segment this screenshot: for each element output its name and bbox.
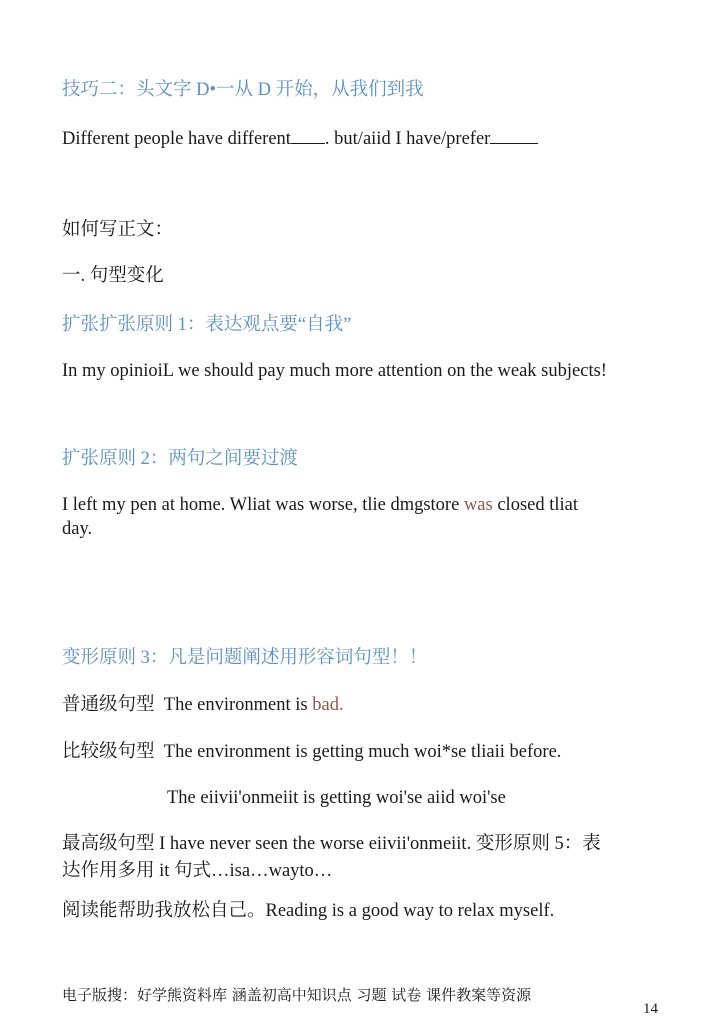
fill-blank-1 (291, 129, 325, 144)
comparative-degree-line (62, 741, 561, 763)
rule1-heading: 扩张扩张原则 1：表达观点要“自我” (62, 315, 352, 335)
rule2-example-was: was (463, 495, 493, 515)
rule2-heading: 扩张原则 2：两句之间要过渡 (62, 449, 298, 469)
tip2-sentence-part2: . but/aiid I have/prefer (324, 129, 491, 149)
tip2-sentence (62, 128, 538, 150)
superlative-line-2: 达作用多用 it 句式…isa…wayto… (62, 861, 333, 881)
page-number: 14 (643, 1001, 658, 1017)
positive-degree-line (62, 694, 344, 716)
rule3-heading: 变形原则 3：凡是问题阐述用形容词句型！！ (62, 648, 428, 668)
footer-text: 电子版搜：好学熊资料库 涵盖初高中知识点 习题 试卷 课件教案等资源 (62, 986, 532, 1004)
rule1-example: In my opinioiL we should pay much more attention on the weak subjects! (62, 361, 607, 381)
rule2-example-part2: closed tliat (492, 495, 579, 515)
rule2-example-line2: day. (62, 519, 93, 539)
positive-label: 普通级句型 (62, 695, 155, 715)
comparative-sentence: The environment is getting much woi*se tliaii before. (163, 742, 562, 762)
rule2-example-part1: I left my pen at home. Wliat was worse, tlie dmgstore (62, 495, 464, 515)
superlative-line-1: 最高级句型 I have never seen the worse eiivii'onmeiit. 变形原则 5：表 (62, 834, 601, 854)
comparative-alt-sentence: The eiivii'onmeiit is getting woi'se aiid woi'se (167, 788, 506, 808)
how-to-write-heading: 如何写正文： (62, 220, 174, 240)
rule2-example (62, 494, 578, 516)
comparative-label: 比较级句型 (62, 742, 155, 762)
tip2-heading: 技巧二：头文字 D•一从 D 开始，从我们到我 (62, 80, 424, 100)
fill-blank-2 (490, 129, 538, 144)
positive-sentence: The environment is (163, 695, 313, 715)
section-sentence-variation: 一. 句型变化 (62, 266, 164, 286)
tip2-sentence-part1: Different people have different (62, 129, 291, 149)
reading-sentence: 阅读能帮助我放松自己。Reading is a good way to relax myself. (62, 901, 555, 921)
positive-bad: bad. (312, 695, 344, 715)
